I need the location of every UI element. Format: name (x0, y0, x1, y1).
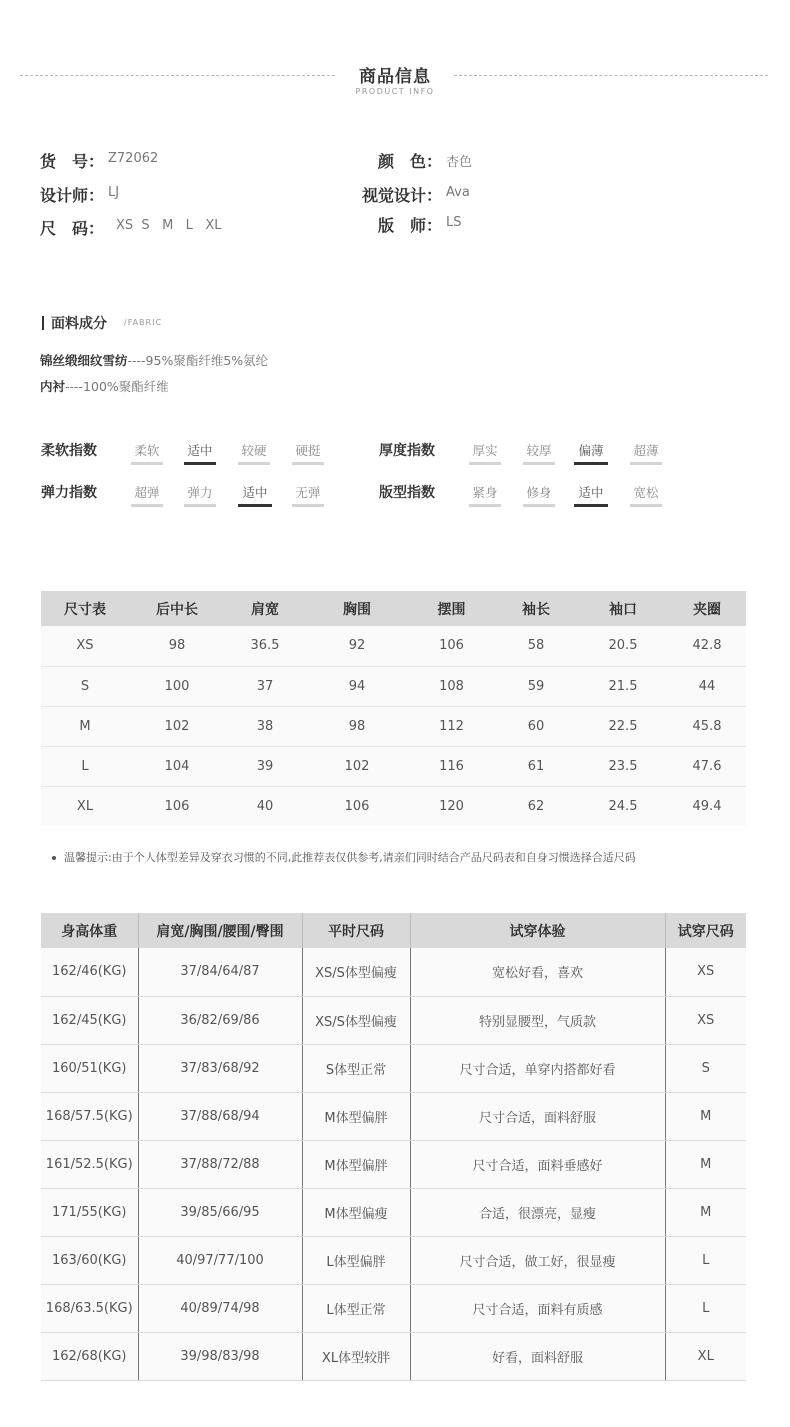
table-cell: 98 (305, 706, 409, 746)
table-cell: 104 (129, 746, 225, 786)
section-header (0, 58, 790, 98)
size-table-row (41, 666, 746, 706)
elasticity-label: 弹力指数 (41, 485, 97, 501)
table-cell: XS (41, 626, 129, 666)
table-cell: 21.5 (578, 666, 668, 706)
table-cell: 171/55(KG) (41, 1188, 138, 1236)
try-table-row (41, 1188, 746, 1236)
table-cell: M体型偏胖 (302, 1140, 410, 1188)
fabric-main-name: 锦丝缎细纹雪纺 (40, 353, 128, 368)
table-cell: 36.5 (225, 626, 305, 666)
table-cell: 62 (494, 786, 578, 826)
table-cell: XS (665, 996, 746, 1044)
table-cell: 112 (409, 706, 494, 746)
try-table-row (41, 996, 746, 1044)
thickness-label: 厚度指数 (379, 443, 435, 459)
table-cell: 168/63.5(KG) (41, 1284, 138, 1332)
table-cell: 162/68(KG) (41, 1332, 138, 1380)
table-cell: 116 (409, 746, 494, 786)
thickness-option: 厚实 (469, 441, 501, 465)
table-cell: S (665, 1044, 746, 1092)
size-table-header-cell: 后中长 (129, 591, 225, 626)
size-table-row (41, 746, 746, 786)
table-cell: 37/83/68/92 (138, 1044, 302, 1092)
table-cell: 106 (129, 786, 225, 826)
table-cell: L (665, 1284, 746, 1332)
table-cell: 98 (129, 626, 225, 666)
table-cell: XS (665, 948, 746, 996)
table-cell: 161/52.5(KG) (41, 1140, 138, 1188)
thickness-option: 超薄 (630, 441, 662, 465)
size-table-row (41, 706, 746, 746)
table-cell: 24.5 (578, 786, 668, 826)
table-cell: 37/88/68/94 (138, 1092, 302, 1140)
table-cell: 108 (409, 666, 494, 706)
thickness-option: 较厚 (523, 441, 555, 465)
size-table-header-cell: 尺寸表 (41, 591, 129, 626)
table-cell: 23.5 (578, 746, 668, 786)
size-table-header-cell: 胸围 (305, 591, 409, 626)
table-cell: 38 (225, 706, 305, 746)
size-table-row (41, 786, 746, 826)
fabric-lining-composition: ----100%聚酯纤维 (65, 379, 169, 394)
table-cell: 40 (225, 786, 305, 826)
table-cell: XS/S体型偏瘦 (302, 996, 410, 1044)
table-cell: 39/98/83/98 (138, 1332, 302, 1380)
size-tip (52, 849, 636, 865)
item-no-label: 货 号： (40, 152, 105, 171)
softness-label: 柔软指数 (41, 443, 97, 459)
try-table-row (41, 1092, 746, 1140)
fabric-marker (42, 316, 44, 330)
size-table-row (41, 626, 746, 666)
table-cell: 尺寸合适，面料有质感 (410, 1284, 665, 1332)
table-cell: XL (41, 786, 129, 826)
table-cell: XS/S体型偏瘦 (302, 948, 410, 996)
fabric-subtitle: /FABRIC (124, 318, 163, 327)
fabric-line-lining (40, 377, 169, 395)
table-cell: 尺寸合适，单穿内搭都好看 (410, 1044, 665, 1092)
fit-option: 宽松 (630, 483, 662, 507)
fit-label: 版型指数 (379, 485, 435, 501)
pattern-value: LS (446, 215, 462, 230)
size-table-header-cell: 摆围 (409, 591, 494, 626)
table-cell: 59 (494, 666, 578, 706)
table-cell: 22.5 (578, 706, 668, 746)
try-table-row (41, 1044, 746, 1092)
table-cell: 40/89/74/98 (138, 1284, 302, 1332)
table-cell: 168/57.5(KG) (41, 1092, 138, 1140)
page-subtitle: PRODUCT INFO (355, 87, 435, 96)
table-cell: 160/51(KG) (41, 1044, 138, 1092)
table-cell: 47.6 (668, 746, 746, 786)
designer-label: 设计师： (40, 186, 105, 205)
table-cell: 45.8 (668, 706, 746, 746)
size-table-header-cell: 夹圈 (668, 591, 746, 626)
try-table-header-cell: 肩宽/胸围/腰围/臀围 (138, 913, 302, 948)
fabric-main-composition: ----95%聚酯纤维5%氨纶 (127, 353, 269, 368)
fabric-lining-name: 内衬 (40, 379, 66, 394)
try-on-table (41, 913, 746, 1381)
softness-option: 较硬 (238, 441, 270, 465)
table-cell: 102 (305, 746, 409, 786)
fabric-line-main (40, 351, 268, 369)
table-cell: L (665, 1236, 746, 1284)
size-table-header-cell: 肩宽 (225, 591, 305, 626)
table-cell: 尺寸合适，做工好，很显瘦 (410, 1236, 665, 1284)
visual-label: 视觉设计： (362, 186, 443, 205)
elasticity-option: 超弹 (131, 483, 163, 507)
table-cell: 宽松好看，喜欢 (410, 948, 665, 996)
table-cell: 102 (129, 706, 225, 746)
table-cell: 37 (225, 666, 305, 706)
try-table-row (41, 1284, 746, 1332)
divider-left (20, 75, 335, 76)
softness-option: 柔软 (131, 441, 163, 465)
try-table-row (41, 948, 746, 996)
table-cell: 39/85/66/95 (138, 1188, 302, 1236)
try-table-row (41, 1332, 746, 1380)
table-cell: 36/82/69/86 (138, 996, 302, 1044)
designer-value: LJ (108, 185, 120, 200)
table-cell: 44 (668, 666, 746, 706)
table-cell: 58 (494, 626, 578, 666)
bullet-icon (52, 856, 56, 860)
table-cell: L体型偏胖 (302, 1236, 410, 1284)
try-table-header-cell: 平时尺码 (302, 913, 410, 948)
table-cell: 120 (409, 786, 494, 826)
table-cell: M体型偏胖 (302, 1092, 410, 1140)
page-title: 商品信息 (359, 67, 431, 87)
fabric-title: 面料成分 (51, 316, 107, 332)
elasticity-option: 弹力 (184, 483, 216, 507)
size-chart-table (41, 591, 746, 826)
item-no-value: Z72062 (108, 151, 159, 166)
fit-option-selected: 适中 (574, 483, 608, 507)
table-cell: 42.8 (668, 626, 746, 666)
table-cell: 合适，很漂亮，显瘦 (410, 1188, 665, 1236)
table-cell: 49.4 (668, 786, 746, 826)
table-cell: M (665, 1140, 746, 1188)
table-cell: L体型正常 (302, 1284, 410, 1332)
table-cell: 20.5 (578, 626, 668, 666)
try-table-header-cell: 身高体重 (41, 913, 138, 948)
table-cell: M体型偏瘦 (302, 1188, 410, 1236)
table-cell: 162/46(KG) (41, 948, 138, 996)
softness-option: 硬挺 (292, 441, 324, 465)
softness-option-selected: 适中 (184, 441, 216, 465)
size-table-header (41, 591, 746, 626)
table-cell: 61 (494, 746, 578, 786)
table-cell: 40/97/77/100 (138, 1236, 302, 1284)
table-cell: S体型正常 (302, 1044, 410, 1092)
elasticity-option: 无弹 (292, 483, 324, 507)
size-table-header-cell: 袖口 (578, 591, 668, 626)
table-cell: 100 (129, 666, 225, 706)
table-cell: 尺寸合适，面料垂感好 (410, 1140, 665, 1188)
table-cell: 163/60(KG) (41, 1236, 138, 1284)
try-table-header-cell: 试穿尺码 (665, 913, 746, 948)
size-tip-text: 温馨提示:由于个人体型差异及穿衣习惯的不同,此推荐表仅供参考,请亲们同时结合产品尺码表和自身习惯选择合适尺码 (64, 851, 636, 864)
table-cell: 特别显腰型，气质款 (410, 996, 665, 1044)
elasticity-option-selected: 适中 (238, 483, 272, 507)
try-table-row (41, 1140, 746, 1188)
table-cell: XL体型较胖 (302, 1332, 410, 1380)
table-cell: 39 (225, 746, 305, 786)
table-cell: 94 (305, 666, 409, 706)
table-cell: 106 (409, 626, 494, 666)
divider-right (454, 75, 768, 76)
table-cell: S (41, 666, 129, 706)
table-cell: L (41, 746, 129, 786)
table-cell: 60 (494, 706, 578, 746)
try-table-header (41, 913, 746, 948)
try-table-row (41, 1236, 746, 1284)
table-cell: XL (665, 1332, 746, 1380)
table-cell: M (41, 706, 129, 746)
fit-option: 修身 (523, 483, 555, 507)
fit-option: 紧身 (469, 483, 501, 507)
color-label: 颜 色： (378, 152, 443, 171)
table-cell: 92 (305, 626, 409, 666)
table-cell: 162/45(KG) (41, 996, 138, 1044)
table-cell: 好看，面料舒服 (410, 1332, 665, 1380)
table-cell: M (665, 1092, 746, 1140)
size-value: XS S M L XL (116, 218, 222, 233)
size-table-header-cell: 袖长 (494, 591, 578, 626)
table-cell: 37/88/72/88 (138, 1140, 302, 1188)
table-cell: 37/84/64/87 (138, 948, 302, 996)
try-table-header-cell: 试穿体验 (410, 913, 665, 948)
table-cell: M (665, 1188, 746, 1236)
color-value: 杏色 (446, 155, 473, 170)
table-cell: 106 (305, 786, 409, 826)
table-cell: 尺寸合适，面料舒服 (410, 1092, 665, 1140)
size-label: 尺 码： (40, 219, 105, 238)
visual-value: Ava (446, 185, 470, 200)
pattern-label: 版 师： (378, 216, 443, 235)
thickness-option-selected: 偏薄 (574, 441, 608, 465)
